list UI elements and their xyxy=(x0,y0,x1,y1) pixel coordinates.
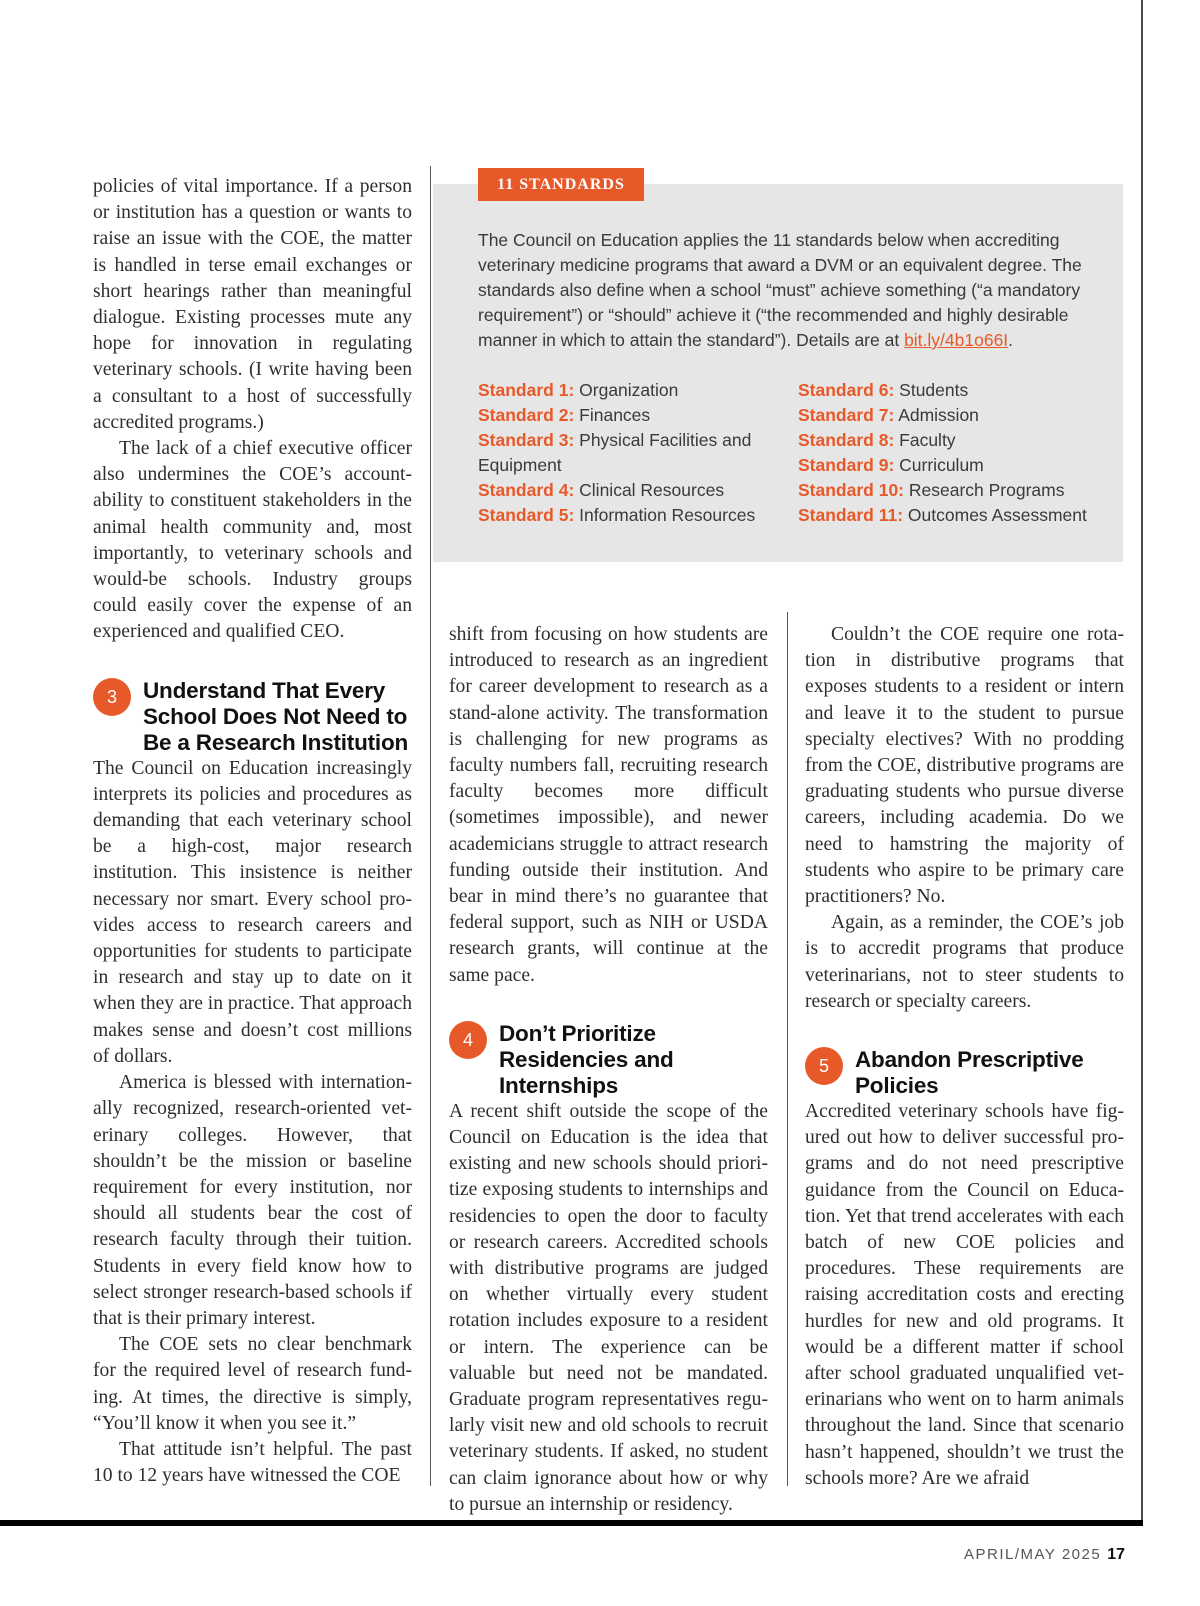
standard-label: Standard 9: xyxy=(798,455,895,475)
standards-list-right xyxy=(798,378,1098,528)
standard-label: Standard 4: xyxy=(478,480,575,500)
standard-item xyxy=(798,378,1098,403)
standard-item xyxy=(478,428,778,478)
section-3 xyxy=(93,678,412,756)
standard-label: Standard 1: xyxy=(478,380,575,400)
standard-label: Standard 7: xyxy=(798,405,895,425)
paragraph: The Council on Education increasingly interprets its policies and procedures as demanding that each veterinary school be a high-cost, major research institution. This insistence is neither necessary nor smart. Every school provides access to research careers and opportunities for students to participate in research and stay up to date on it when they are in practice. That approach makes sense and doesn’t cost millions of dollars. xyxy=(93,757,412,1067)
standard-label: Standard 6: xyxy=(798,380,895,400)
standard-item xyxy=(478,403,778,428)
standard-name: Finances xyxy=(579,405,651,425)
section-4 xyxy=(449,1021,768,1099)
paragraph: shift from focusing on how students are introduced to research as an ingredient for career development to research as a stand-alone activity. The transformation is challenging for new programs as faculty numbers fall, recruiting research faculty becomes more difficult (sometimes impossible), and newer academicians struggle to attract research funding outside their institution. And bear in mind there’s no guarantee that federal support, such as NIH or USDA research grants, will continue at the same pace. xyxy=(449,624,768,986)
standard-label: Standard 10: xyxy=(798,480,904,500)
standard-label: Standard 3: xyxy=(478,430,575,450)
standard-item xyxy=(798,478,1098,503)
standard-name: Students xyxy=(899,380,969,400)
folio xyxy=(964,1546,1125,1564)
paragraph: A recent shift outside the scope of the Council on Education is the idea that existing and new schools should prioritize exposing students to internships and residencies to open the door to faculty or research careers. Accredited schools with distributive programs are judged on whether virtually every student rotation includes exposure to a resident or intern. The experience can be valuable but need not be mandated. Graduate program representatives regularly visit new and old schools to recruit veterinary students. If asked, no student can claim ignorance about how or why to pursue an internship or residency. xyxy=(449,1100,768,1515)
standard-item xyxy=(798,503,1098,528)
details-link[interactable]: bit.ly/4b1o66I xyxy=(904,330,1009,350)
issue-date: APRIL/MAY 2025 xyxy=(964,1546,1102,1563)
paragraph: Couldn’t the COE require one rotation in distributive programs that exposes students to a resident or intern and leave it to the student to pursue specialty electives? With no prodding from the COE, distributive programs are graduating students who pursue diverse careers, including academia. Do we need to hamstring the majority of students who aspire to be primary care practitioners? No. xyxy=(805,624,1124,908)
page-number: 17 xyxy=(1107,1546,1125,1563)
standards-intro: The Council on Education applies the 11 standards below when accrediting veterinary medicine programs that award a DVM or an equivalent degree. The standards also define when a school “must” achieve something (“a mandatory requirement”) or “should” achieve it (“the recommended and highly desirable manner in which to attain the standard”). Details are at bit.ly/4b1o66I. xyxy=(478,230,1082,350)
paragraph: The lack of a chief executive officer also undermines the COE’s accountability to constituent stakeholders in the animal health community and, most importantly, to veterinary schools and would-be schools. Industry groups could easily cover the expense of an experienced and qualified CEO. xyxy=(93,438,412,643)
section-heading: Don’t Prioritize Residencies and Internships xyxy=(499,1020,674,1098)
standard-label: Standard 11: xyxy=(798,505,904,525)
standard-label: Standard 5: xyxy=(478,505,575,525)
standard-name: Physical Facilities and Equipment xyxy=(478,430,752,475)
standards-sidebar-label: 11 STANDARDS xyxy=(478,168,644,201)
standard-name: Faculty xyxy=(899,430,956,450)
standard-label: Standard 8: xyxy=(798,430,895,450)
paragraph: Again, as a reminder, the COE’s job is to accredit programs that produce veterinarians, not to steer students to research or specialty careers. xyxy=(805,912,1124,1012)
section-heading: Abandon Prescriptive Policies xyxy=(855,1047,1084,1099)
paragraph: policies of vital importance. If a person or institution has a question or wants to raise an issue with the COE, the matter is handled in terse email exchanges or short hearings rather than meaningful dialogue. Existing processes mute any hope for innovation in regulating veterinary schools. (I write having been a consultant to a host of successfully accredited programs.) xyxy=(93,176,412,433)
section-5 xyxy=(805,1047,1124,1099)
paragraph: That attitude isn’t helpful. The past 10 to 12 years have witnessed the COE xyxy=(93,1438,412,1487)
section-heading: Understand That Every School Does Not Need to Be a Research Institution xyxy=(143,677,409,755)
standard-name: Research Programs xyxy=(908,480,1065,500)
column-divider xyxy=(430,166,431,1486)
standards-list-left xyxy=(478,378,778,528)
standard-name: Admission xyxy=(898,405,979,425)
standard-label: Standard 2: xyxy=(478,405,575,425)
section-number-badge: 5 xyxy=(805,1047,843,1085)
section-number-badge: 3 xyxy=(93,678,131,716)
standard-name: Information Resources xyxy=(579,505,756,525)
standard-name: Curriculum xyxy=(899,455,984,475)
paragraph: America is blessed with internationally recognized, research-oriented veterinary colleges. However, that shouldn’t be the mission or baseline requirement for every institution, nor should all students bear the cost of research faculty through their tuition. Students in every field know how to select stronger research-based schools if that is their primary interest. xyxy=(93,1072,412,1329)
section-number-badge: 4 xyxy=(449,1021,487,1059)
standard-item xyxy=(478,503,778,528)
standard-item xyxy=(798,403,1098,428)
column-divider xyxy=(787,612,788,1486)
paragraph: Accredited veterinary schools have figured out how to deliver successful programs and do not need prescriptive guidance from the Council on Education. Yet that trend accelerates with each batch of new COE policies and procedures. These requirements are raising accreditation costs and erecting hurdles for new and old programs. It would be a different matter if school after school graduated unqualified veterinarians who went on to harm animals throughout the land. Since that scenario hasn’t happened, shouldn’t we trust the schools more? Are we afraid xyxy=(805,1101,1124,1489)
page-edge-rule xyxy=(1141,0,1143,1525)
standard-item xyxy=(798,428,1098,453)
standard-name: Clinical Resources xyxy=(579,480,725,500)
standard-item xyxy=(478,478,778,503)
standard-name: Outcomes Assessment xyxy=(907,505,1087,525)
footer-rule xyxy=(0,1520,1143,1526)
article-column-1 xyxy=(93,174,412,1489)
paragraph: The COE sets no clear benchmark for the required level of research funding. At times, the directive is simply, “You’ll know it when you see it.” xyxy=(93,1334,412,1434)
standard-item xyxy=(478,378,778,403)
standard-item xyxy=(798,453,1098,478)
standard-name: Organization xyxy=(579,380,679,400)
article-column-2 xyxy=(449,622,768,1518)
article-column-3 xyxy=(805,622,1124,1492)
